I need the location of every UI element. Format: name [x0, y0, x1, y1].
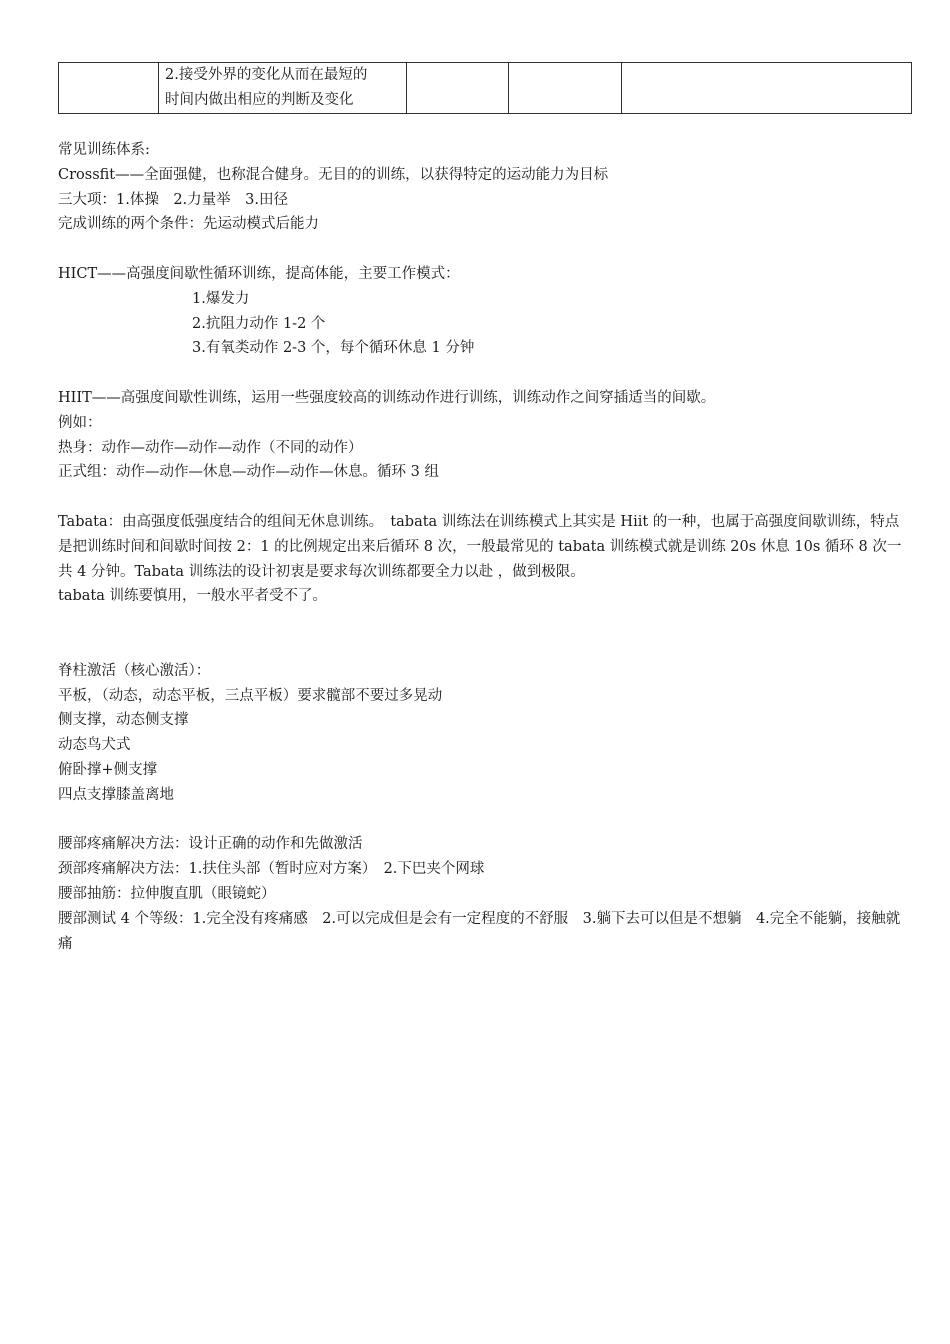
spine-item: 动态鸟犬式 [58, 737, 131, 754]
spine-item: 平板，（动态，动态平板，三点平板）要求髋部不要过多晃动 [58, 687, 443, 704]
spine-item: 俯卧撑+侧支撑 [58, 761, 158, 778]
lumbar-test-paragraph: 腰部测试 4 个等级：1.完全没有疼痛感 2.可以完成但是会有一定程度的不舒服 3.躺下去可以但是不想躺 4.完全不能躺，接触就痛 [58, 910, 901, 952]
cell-text-line: 2.接受外界的变化从而在最短的 [165, 67, 368, 83]
tabata-note: tabata 训练要慎用，一般水平者受不了。 [58, 588, 327, 605]
table-cell [407, 63, 509, 114]
hict-item: 3.有氧类动作 2-3 个，每个循环休息 1 分钟 [192, 340, 475, 357]
table-cell [622, 63, 912, 114]
lumbar-cramp-line: 腰部抽筋：拉伸腹直肌（眼镜蛇） [58, 885, 276, 902]
example-line: 例如： [58, 414, 102, 431]
cell-text-line: 时间内做出相应的判断及变化 [165, 92, 354, 108]
document-page [58, 62, 911, 956]
two-conditions-line: 完成训练的两个条件：先运动模式后能力 [58, 216, 319, 233]
neck-pain-line: 颈部疼痛解决方法：1.扶住头部（暂时应对方案） 2.下巴夹个网球 [58, 861, 485, 878]
tabata-paragraph: Tabata：由高强度低强度结合的组间无休息训练。 tabata 训练法在训练模式上其实是 Hiit 的一种，也属于高强度间歇训练，特点是把训练时间和间歇时间按 2：1 的比例规定出来后循环 8 次，一般最常见的 tabata 训练模式就是训练 20s 休息 10s 循环 8 次一共 4 分钟。Tabata 训练法的设计初衷是要求每次训练都要全力以赴 ，做到极限。 [58, 513, 902, 580]
warmup-line: 热身：动作—动作—动作—动作（不同的动作） [58, 439, 363, 456]
table-row [59, 63, 912, 114]
spine-heading: 脊柱激活（核心激活）： [58, 662, 211, 679]
hict-item: 1.爆发力 [192, 290, 250, 307]
spine-item: 四点支撑膝盖离地 [58, 786, 174, 803]
formal-line: 正式组：动作—动作—休息—动作—动作—休息。循环 3 组 [58, 464, 439, 481]
hict-line: HICT——高强度间歇性循环训练，提高体能，主要工作模式： [58, 265, 460, 282]
crossfit-line: Crossfit——全面强健，也称混合健身。无目的的训练，以获得特定的运动能力为目标 [58, 166, 609, 183]
table-fragment [58, 62, 912, 114]
spine-item: 侧支撑，动态侧支撑 [58, 712, 189, 729]
hiit-line: HIIT——高强度间歇性训练，运用一些强度较高的训练动作进行训练，训练动作之间穿插适当的间歇。 [58, 389, 716, 406]
three-items-line: 三大项：1.体操 2.力量举 3.田径 [58, 191, 289, 208]
lumbar-pain-line: 腰部疼痛解决方法：设计正确的动作和先做激活 [58, 836, 363, 853]
systems-heading: 常见训练体系: [58, 142, 150, 158]
table-cell [509, 63, 622, 114]
table-cell [59, 63, 159, 114]
hict-item: 2.抗阻力动作 1-2 个 [192, 315, 326, 332]
table-cell [159, 63, 407, 114]
